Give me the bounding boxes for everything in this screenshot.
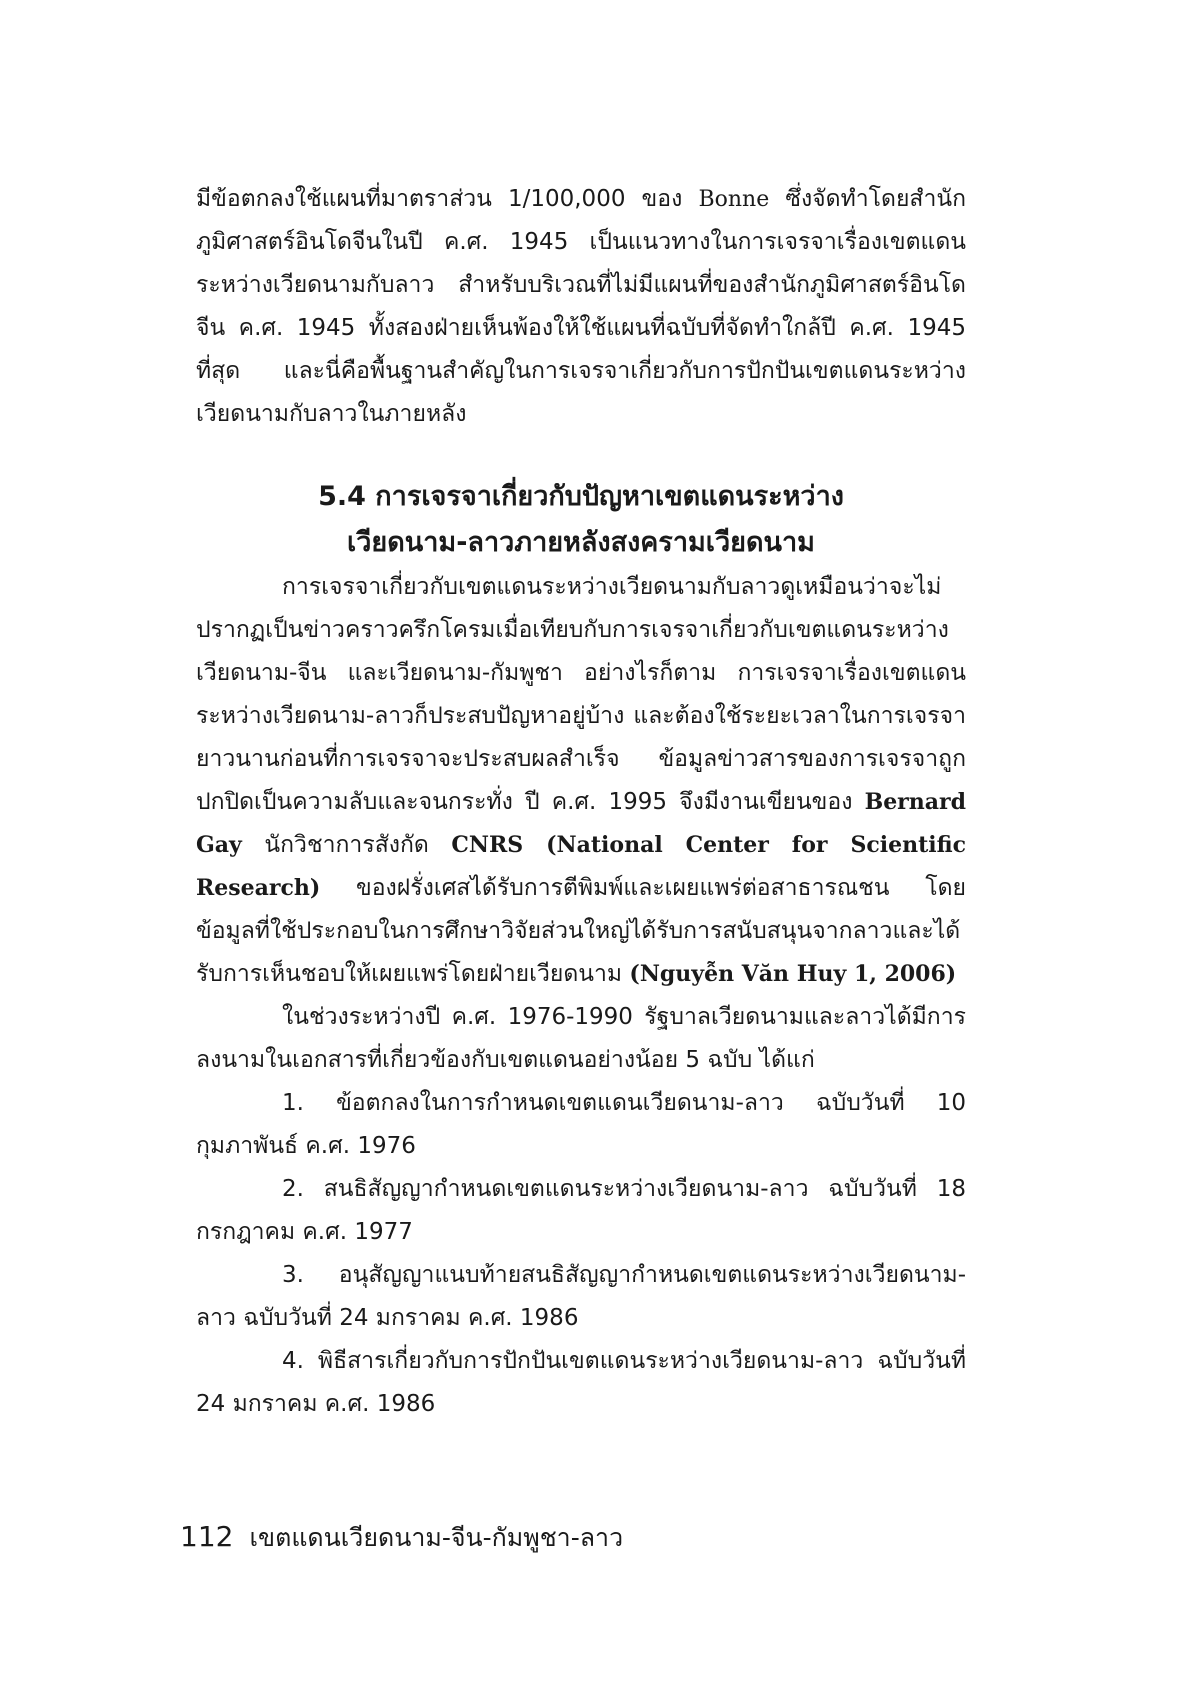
- page-footer: [180, 1520, 623, 1555]
- intro-text-part1: มีข้อตกลงใช้แผนที่มาตราส่วน 1/100,000 ของ: [196, 186, 683, 212]
- section-text-part3: ของฝรั่งเศสได้รับการตีพิมพ์และเผยแพร่ต่อสาธารณชน โดยข้อมูลที่ใช้ประกอบในการศึกษาวิจัยส่วนใหญ่ได้รับการสนับสนุนจากลาวและได้รับการเห็นชอบให้เผยแพร่โดยฝ่ายเวียดนาม: [196, 875, 966, 987]
- intro-paragraph: [196, 178, 966, 436]
- section-author: Bernard Gay: [196, 789, 966, 858]
- section-text-part2: นักวิชาการสังกัด: [264, 832, 429, 858]
- document-item-3: 3. อนุสัญญาแนบท้ายสนธิสัญญากำหนดเขตแดนระหว่างเวียดนาม-ลาว ฉบับวันที่ 24 มกราคม ค.ศ. 1986: [196, 1262, 966, 1331]
- section-text-part1: การเจรจาเกี่ยวกับเขตแดนระหว่างเวียดนามกับลาวดูเหมือนว่าจะไม่ปรากฏเป็นข่าวคราวครึกโครมเมื่อเทียบกับการเจรจาเกี่ยวกับเขตแดนระหว่างเวียดนาม-จีน และเวียดนาม-กัมพูชา อย่างไรก็ตาม การเจรจาเรื่องเขตแดนระหว่างเวียดนาม-ลาวก็ประสบปัญหาอยู่บ้าง และต้องใช้ระยะเวลาในการเจรจายาวนานก่อนที่การเจรจาจะประสบผลสำเร็จ ข้อมูลข่าวสารของการเจรจาถูกปกปิดเป็นความลับและจนกระทั่ง ปี ค.ศ. 1995 จึงมีงานเขียนของ: [196, 574, 966, 815]
- intro-bonne: Bonne: [698, 187, 770, 212]
- page-body: [196, 178, 966, 1426]
- section-heading-line2: เวียดนาม-ลาวภายหลังสงครามเวียดนาม: [347, 527, 815, 558]
- section-org: CNRS (National Center for Scientific Research): [196, 832, 966, 901]
- documents-intro: ในช่วงระหว่างปี ค.ศ. 1976-1990 รัฐบาลเวียดนามและลาวได้มีการลงนามในเอกสารที่เกี่ยวข้องกับเขตแดนอย่างน้อย 5 ฉบับ ได้แก่: [196, 1004, 966, 1073]
- section-heading-line1: 5.4 การเจรจาเกี่ยวกับปัญหาเขตแดนระหว่าง: [318, 481, 844, 512]
- intro-text-part2: ซึ่งจัดทำโดยสำนักภูมิศาสตร์อินโดจีนในปี ค.ศ. 1945 เป็นแนวทางในการเจรจาเรื่องเขตแดนระหว่างเวียดนามกับลาว สำหรับบริเวณที่ไม่มีแผนที่ของสำนักภูมิศาสตร์อินโดจีน ค.ศ. 1945 ทั้งสองฝ่ายเห็นพ้องให้ใช้แผนที่ฉบับที่จัดทำใกล้ปี ค.ศ. 1945 ที่สุด และนี่คือพื้นฐานสำคัญในการเจรจาเกี่ยวกับการปักปันเขตแดนระหว่างเวียดนามกับลาวในภายหลัง: [196, 186, 967, 427]
- book-title: เขตแดนเวียดนาม-จีน-กัมพูชา-ลาว: [249, 1523, 624, 1552]
- document-item-4: 4. พิธีสารเกี่ยวกับการปักปันเขตแดนระหว่างเวียดนาม-ลาว ฉบับวันที่ 24 มกราคม ค.ศ. 1986: [196, 1348, 966, 1417]
- section-citation: (Nguyễn Văn Huy 1, 2006): [629, 961, 957, 987]
- section-heading: [196, 474, 966, 566]
- document-item-1: 1. ข้อตกลงในการกำหนดเขตแดนเวียดนาม-ลาว ฉบับวันที่ 10 กุมภาพันธ์ ค.ศ. 1976: [196, 1090, 966, 1159]
- page-number: 112: [180, 1520, 234, 1553]
- document-item-2: 2. สนธิสัญญากำหนดเขตแดนระหว่างเวียดนาม-ลาว ฉบับวันที่ 18 กรกฎาคม ค.ศ. 1977: [196, 1176, 966, 1245]
- section-paragraph: [196, 566, 966, 996]
